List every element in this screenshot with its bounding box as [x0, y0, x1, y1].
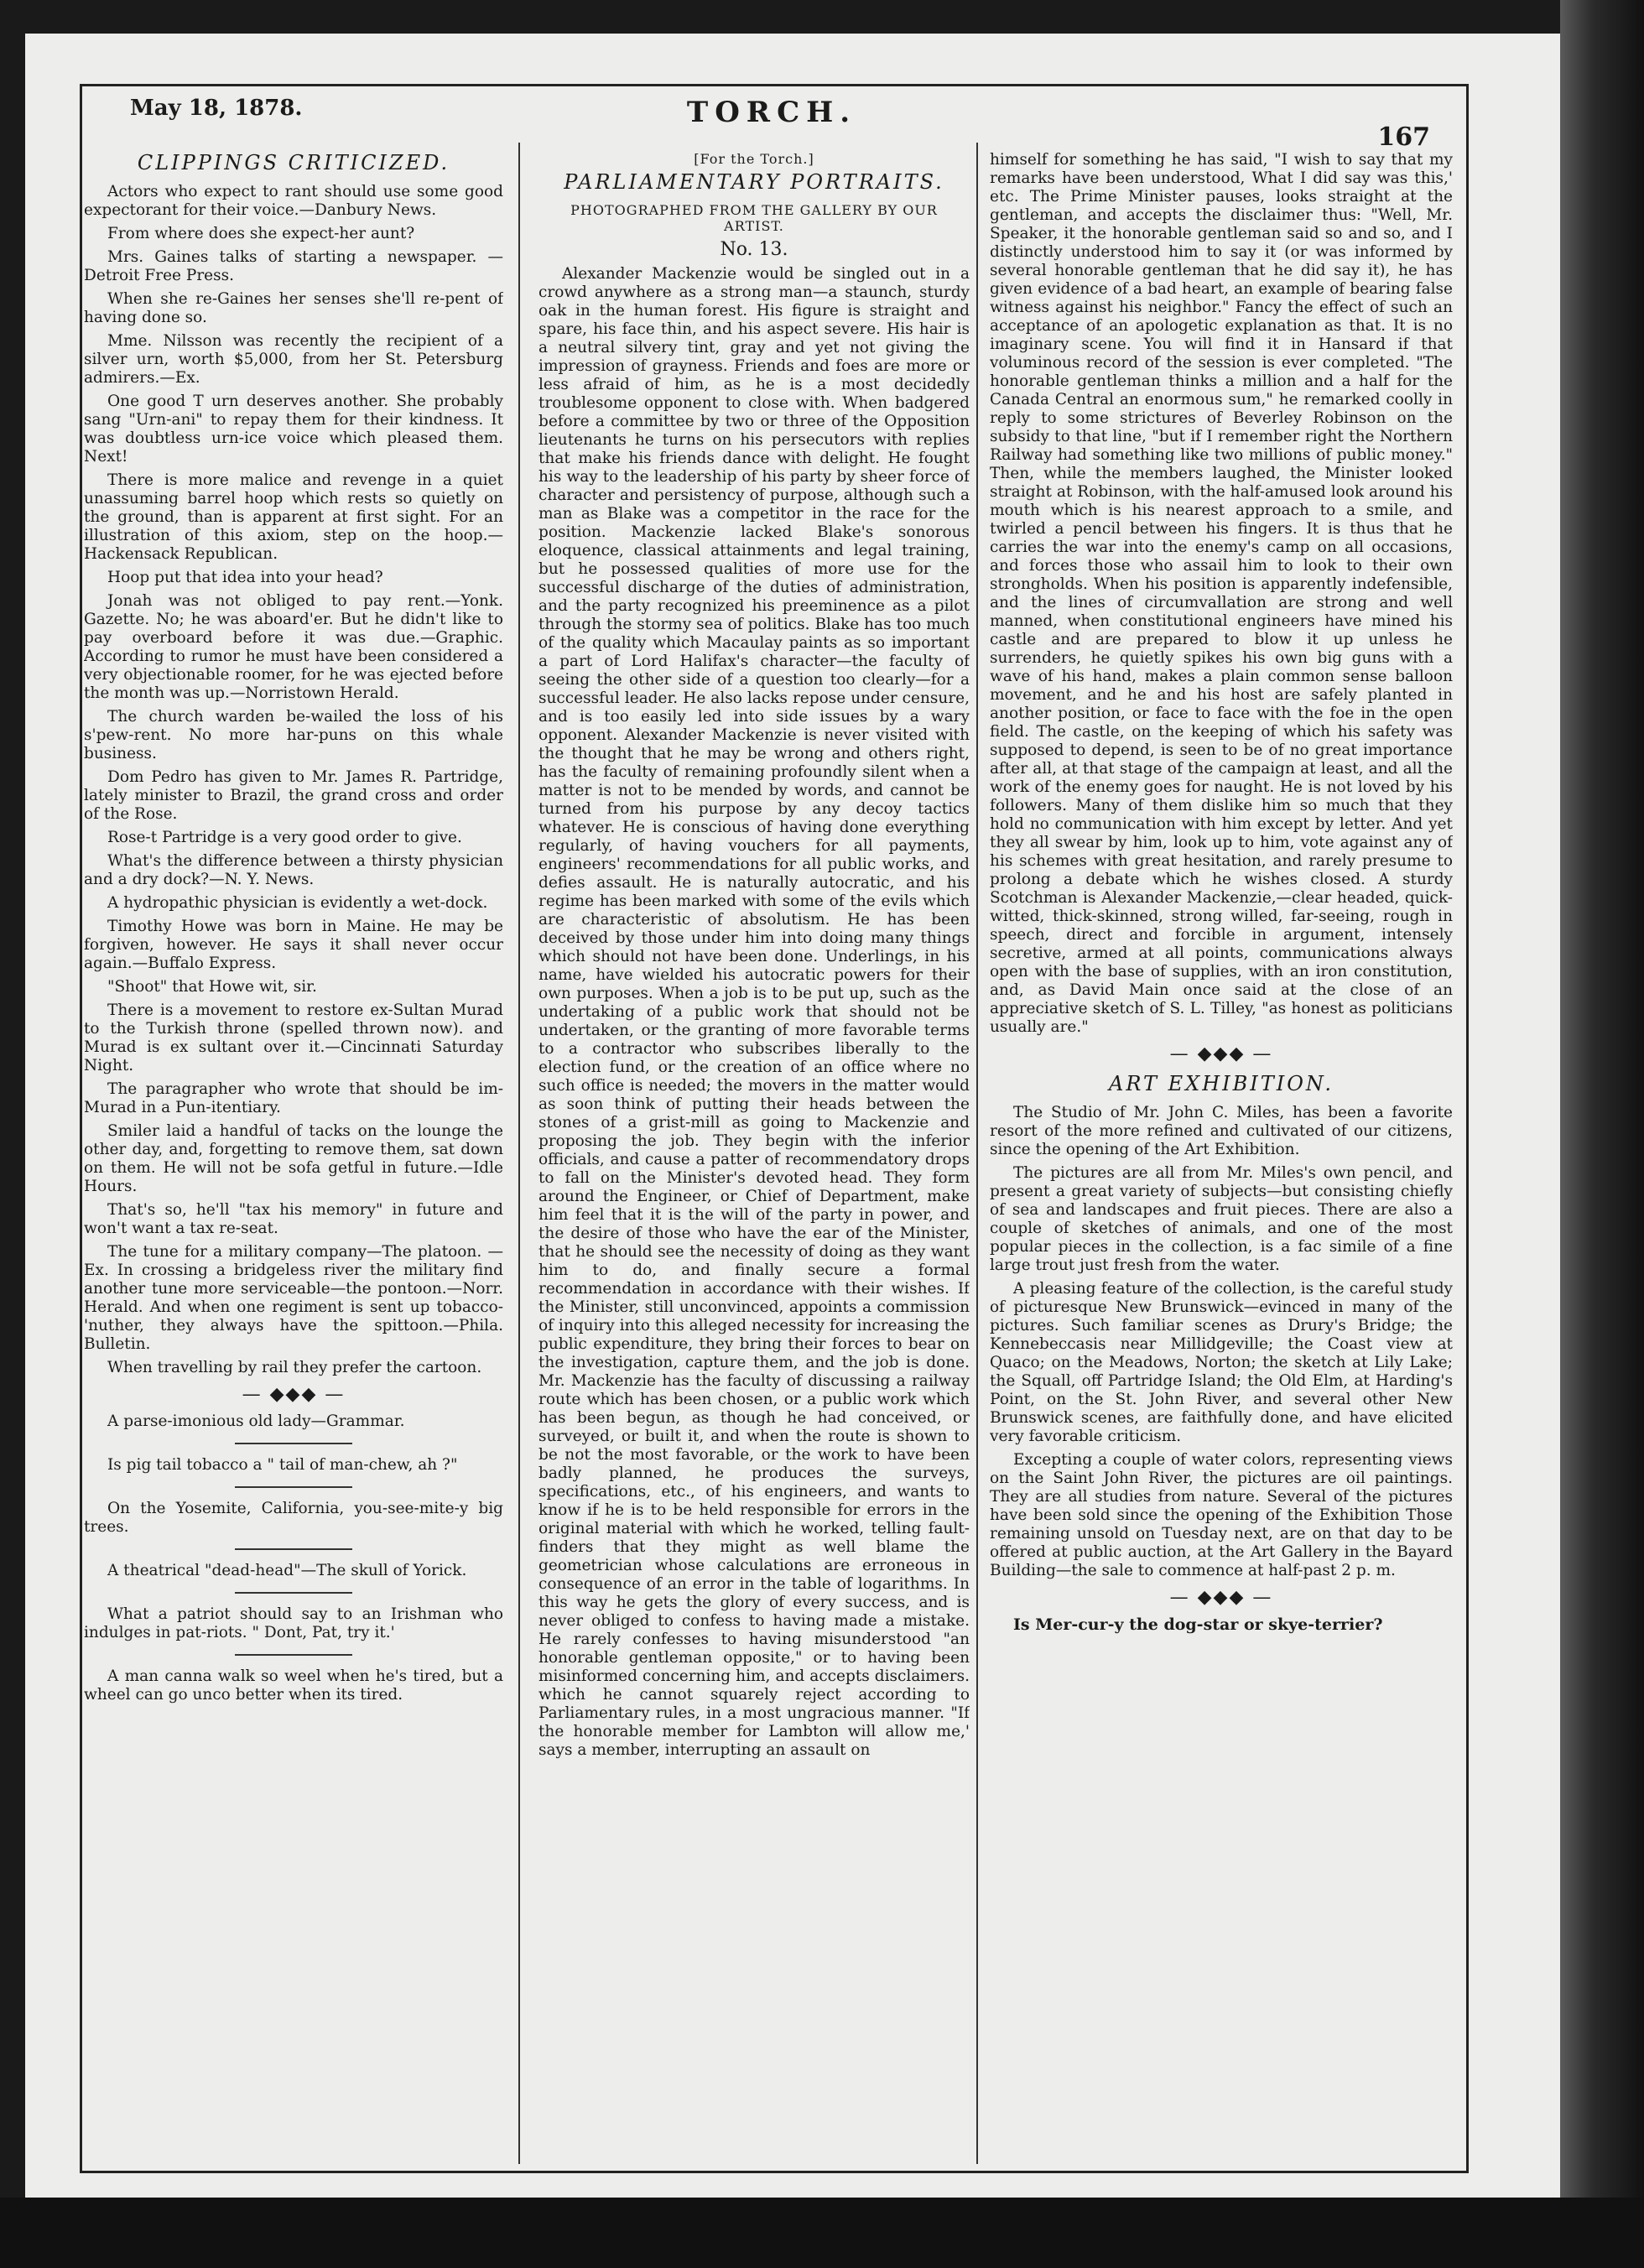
paragraph: Mrs. Gaines talks of starting a newspaper. —Detroit Free Press.	[84, 248, 503, 284]
paragraph: A parse-imonious old lady—Grammar.	[107, 1412, 405, 1430]
paragraph: A man canna walk so weel when he's tired, but a wheel can go unco better when its tired.	[84, 1667, 503, 1704]
paragraph: A pleasing feature of the collection, is the careful study of picturesque New Brunswick—evinced in many of the pictures. Such familiar scenes as Drury's Bridge; the Kennebeccasis near Millidgeville; the Coast view at Quaco; on the Meadows, Norton; the sketch at Lily Lake; the Squall, off Partridge Island; the Old Elm, at Harding's Point, on the St. John River, and several other New Brunswick scenes, are faithfully done, and have elicited very favorable criticism.	[990, 1280, 1453, 1445]
paragraph: Is Mer-cur-y the dog-star or skye-terrier?	[1013, 1615, 1383, 1634]
short-rule	[235, 1592, 352, 1594]
article-number: No. 13.	[720, 239, 788, 260]
short-rule	[235, 1548, 352, 1550]
ornament-divider: — ◆◆◆ —	[1169, 1043, 1273, 1064]
ornament-divider: — ◆◆◆ —	[242, 1384, 346, 1405]
paragraph: himself for something he has said, "I wish to say that my remarks have been understood, What I did say was this,' etc. The Prime Minister pauses, looks straight at the gentleman, and accepts the disclaimer thus: "Well, Mr. Speaker, it the honorable gentleman said so and so, and I distinctly understood him to say it (or was informed by several honorable gentleman that he did say it), he has given evidence of a bad heart, an example of bearing false witness against his neighbor." Fancy the effect of such an acceptance of an apologetic explanation as that. It is no imaginary scene. You will find it in Hansard if that voluminous record of the session is ever completed. "The honorable gentleman thinks a million and a half for the Canada Central an enormous sum," he remarked coolly in reply to some strictures of Beverley Robinson on the subsidy to that line, "but if I remember right the Northern Railway had something like two millions of public money." Then, while the members laughed, the Minister looked straight at Robinson, with the half-amused look around his mouth which is his nearest approach to a smile, and twirled a pencil between his fingers. It is thus that he carries the war into the enemy's camp on all occasions, and forces those who assail him to look to their own strongholds. When his position is apparently indefensible, and the lines of circumvallation are strong and well manned, when constitutional engineers have mined his castle and are prepared to blow it up unless he surrenders, he quietly spikes his own big guns with a wave of his hand, makes a plain common sense balloon movement, and he and his host are safely planted in another position, or face to face with the foe in the open field. The castle, on the keeping of which his safety was supposed to depend, is seen to be of no great importance after all, at that stage of the campaign at least, and all the work of the enemy goes for naught. He is not loved by his followers. Many of them dislike him so much that they hold no communication with him except by letter. And yet they all swear by him, look up to him, vote against any of his schemes with great hesitation, and rarely presume to prolong a debate which he wishes closed. A sturdy Scotchman is Alexander Mackenzie,—clear headed, quick-witted, thick-skinned, strong willed, far-seeing, rough in speech, direct and forcible in argument, intensely secretive, armed at all points, communications always open with the base of supplies, with an iron constitution, and, as David Main once said at the close of an appreciative sketch of S. L. Tilley, "as honest as politicians usually are."	[990, 151, 1453, 1036]
paragraph: Dom Pedro has given to Mr. James R. Partridge, lately minister to Brazil, the grand cross and order of the Rose.	[84, 768, 503, 823]
column-rule	[976, 143, 978, 2164]
paragraph: That's so, he'll "tax his memory" in future and won't want a tax re-seat.	[84, 1201, 503, 1237]
article-subtitle: PHOTOGRAPHED FROM THE GALLERY BY OUR ARTIST.	[570, 202, 938, 234]
paragraph: The Studio of Mr. John C. Miles, has been a favorite resort of the more refined and cultivated of our citizens, since the opening of the Art Exhibition.	[990, 1104, 1453, 1158]
issue-date: May 18, 1878.	[130, 96, 303, 121]
column-continuation-and-art	[990, 151, 1453, 2164]
paragraph: A hydropathic physician is evidently a wet-dock.	[107, 894, 488, 912]
masthead-title: TORCH.	[686, 96, 857, 129]
scan-bottom-shadow	[0, 2198, 1644, 2268]
paragraph: From where does she expect-her aunt?	[107, 225, 415, 242]
paragraph: The pictures are all from Mr. Miles's own pencil, and present a great variety of subjects—but consisting chiefly of sea and landscapes and fruit pieces. There are also a couple of sketches of animals, and one of the most popular pieces in the collection, is a fac simile of a fine large trout just fresh from the water.	[990, 1164, 1453, 1274]
paragraph: The tune for a military company—The platoon. —Ex. In crossing a bridgeless river the military find another tune more serviceable—the pontoon.—Norr. Herald. And when one regiment is sent up tobacco-'nuther, they always have the spittoon.—Phila. Bulletin.	[84, 1243, 503, 1353]
paragraph: When she re-Gaines her senses she'll re-pent of having done so.	[84, 290, 503, 326]
paragraph: The paragrapher who wrote that should be im-Murad in a Pun-itentiary.	[84, 1080, 503, 1116]
paragraph: "Shoot" that Howe wit, sir.	[107, 978, 317, 996]
short-rule	[235, 1654, 352, 1656]
column-clippings	[84, 151, 503, 2164]
short-rule	[235, 1486, 352, 1488]
paragraph: Jonah was not obliged to pay rent.—Yonk. Gazette. No; he was aboard'er. But he didn't like to pay overboard before it was due.—Graphic. According to rumor he must have been considered a very objectionable roomer, for he was ejected before the month was up.—Norristown Herald.	[84, 592, 503, 702]
article-credit: [For the Torch.]	[694, 151, 814, 167]
paragraph: The church warden be-wailed the loss of his s'pew-rent. No more har-puns on this whale business.	[84, 708, 503, 762]
section-title: CLIPPINGS CRITICIZED.	[137, 151, 450, 174]
paragraph: There is a movement to restore ex-Sultan Murad to the Turkish throne (spelled thrown now). and Murad is ex sultant over it.—Cincinnati Saturday Night.	[84, 1001, 503, 1074]
paragraph: Actors who expect to rant should use some good expectorant for their voice.—Danbury News.	[84, 183, 503, 219]
page-header	[80, 84, 1464, 152]
column-parliamentary-portraits	[538, 151, 970, 2164]
paragraph: What's the difference between a thirsty physician and a dry dock?—N. Y. News.	[84, 852, 503, 888]
paragraph: Alexander Mackenzie would be singled out in a crowd anywhere as a strong man—a staunch, sturdy oak in the human forest. His figure is straight and spare, his face thin, and his aspect severe. His hair is a neutral silvery tint, gray and yet not giving the impression of grayness. Friends and foes are more or less afraid of him, as he is a most decidedly troublesome opponent to close with. When badgered before a committee by two or three of the Opposition lieutenants he turns on his persecutors with replies that make his friends dance with delight. He fought his way to the leadership of his party by sheer force of character and persistency of purpose, although such a man as Blake was a competitor in the race for the position. Mackenzie lacked Blake's sonorous eloquence, classical attainments and legal training, but he possessed qualities of more use for the successful discharge of the duties of administration, and the party recognized his preeminence as a pilot through the stormy sea of politics. Blake has too much of the quality which Macaulay paints as so important a part of Lord Halifax's character—the faculty of seeing the other side of a question too clearly—for a successful leader. He also lacks repose under censure, and is too easily led into side issues by a wary opponent. Alexander Mackenzie is never visited with the thought that he may be wrong and others right, has the faculty of remaining profoundly silent when a matter is not to be mended by words, and cannot be turned from his purpose by any decoy tactics whatever. He is conscious of having done everything regularly, of having vouchers for all payments, engineers' recommendations for all public works, and defies assault. He is naturally autocratic, and his regime has been marked with some of the evils which are characteristic of absolutism. He has been deceived by those under him into doing many things which should not have been done. Underlings, in his name, have wielded his autocratic powers for their own purposes. When a job is to be put up, such as the undertaking of a public work that should not be undertaken, or the granting of more favorable terms to a contractor who subscribes liberally to the election fund, or the creation of an office where no such office is needed; the movers in the matter would as soon think of putting their heads between the stones of a grist-mill as going to Mackenzie and proposing the job. They begin with the inferior officials, and cause a patter of recommendatory drops to fall on the Minister's devoted head. They form around the Engineer, or Chief of Department, make him feel that it is the will of the party in power, and the desire of those who have the ear of the Minister, that he should see the necessity of doing as they want him to do, and finally secure a formal recommendation in accordance with their wishes. If the Minister, still unconvinced, appoints a commission of inquiry into this alleged necessity for increasing the public expenditure, they bring their forces to bear on the investigation, capture them, and the job is done. Mr. Mackenzie has the faculty of discussing a railway route which has been chosen, or a public work which has been begun, as though he had conceived, or surveyed, or built it, and when the route is shown to be not the most favorable, or the work to have been badly planned, he produces the surveys, specifications, etc., of his engineers, and wants to know if he is to be held responsible for errors in the original material with which he worked, telling fault-finders that they might as well blame the geometrician whose calculations are erroneous in consequence of an error in the table of logarithms. In this way he gets the glory of every success, and is never obliged to confess to having made a mistake. He rarely confesses to having misunderstood "an honorable gentleman opposite," or to having been misinformed concerning him, and accepts disclaimers. which he cannot squarely reject according to Parliamentary rules, in a most ungracious manner. "If the honorable member for Lambton will allow me,' says a member, interrupting an assault on	[538, 265, 970, 1759]
paragraph: What a patriot should say to an Irishman who indulges in pat-riots. " Dont, Pat, try it.'	[84, 1605, 503, 1641]
paragraph: A theatrical "dead-head"—The skull of Yorick.	[107, 1562, 467, 1579]
paragraph: Rose-t Partridge is a very good order to give.	[107, 829, 462, 846]
paragraph: Excepting a couple of water colors, representing views on the Saint John River, the pictures are oil paintings. They are all studies from nature. Several of the pictures have been sold since the opening of the Exhibition Those remaining unsold on Tuesday next, are on that day to be offered at public auction, at the Art Gallery in the Bayard Building—the sale to commence at half-past 2 p. m.	[990, 1451, 1453, 1579]
page-number: 167	[1377, 122, 1430, 152]
paragraph: One good T urn deserves another. She probably sang "Urn-ani" to repay them for their kindness. It was doubtless urn-ice voice which pleased them. Next!	[84, 393, 503, 466]
paragraph: Is pig tail tobacco a " tail of man-chew, ah ?"	[107, 1456, 458, 1474]
paragraph: Hoop put that idea into your head?	[107, 569, 383, 586]
paragraph: Smiler laid a handful of tacks on the lounge the other day, and, forgetting to remove them, sat down on them. He will not be sofa getful in future.—Idle Hours.	[84, 1122, 503, 1195]
column-rule	[518, 143, 520, 2164]
paragraph: There is more malice and revenge in a quiet unassuming barrel hoop which rests so quietly on the ground, than is apparent at first sight. For an illustration of this axiom, step on the hoop.—Hackensack Republican.	[84, 471, 503, 563]
short-rule	[235, 1443, 352, 1444]
paragraph: Mme. Nilsson was recently the recipient of a silver urn, worth $5,000, from her St. Petersburg admirers.—Ex.	[84, 332, 503, 387]
ornament-divider: — ◆◆◆ —	[1169, 1587, 1273, 1608]
paragraph: On the Yosemite, California, you-see-mite-y big trees.	[84, 1500, 503, 1536]
paragraph: When travelling by rail they prefer the cartoon.	[107, 1359, 482, 1376]
scan-edge-shadow	[1560, 0, 1644, 2268]
section-title: ART EXHIBITION.	[1108, 1072, 1334, 1095]
paragraph: Timothy Howe was born in Maine. He may be forgiven, however. He says it shall never occur again.—Buffalo Express.	[84, 918, 503, 972]
article-title: PARLIAMENTARY PORTRAITS.	[564, 170, 944, 194]
